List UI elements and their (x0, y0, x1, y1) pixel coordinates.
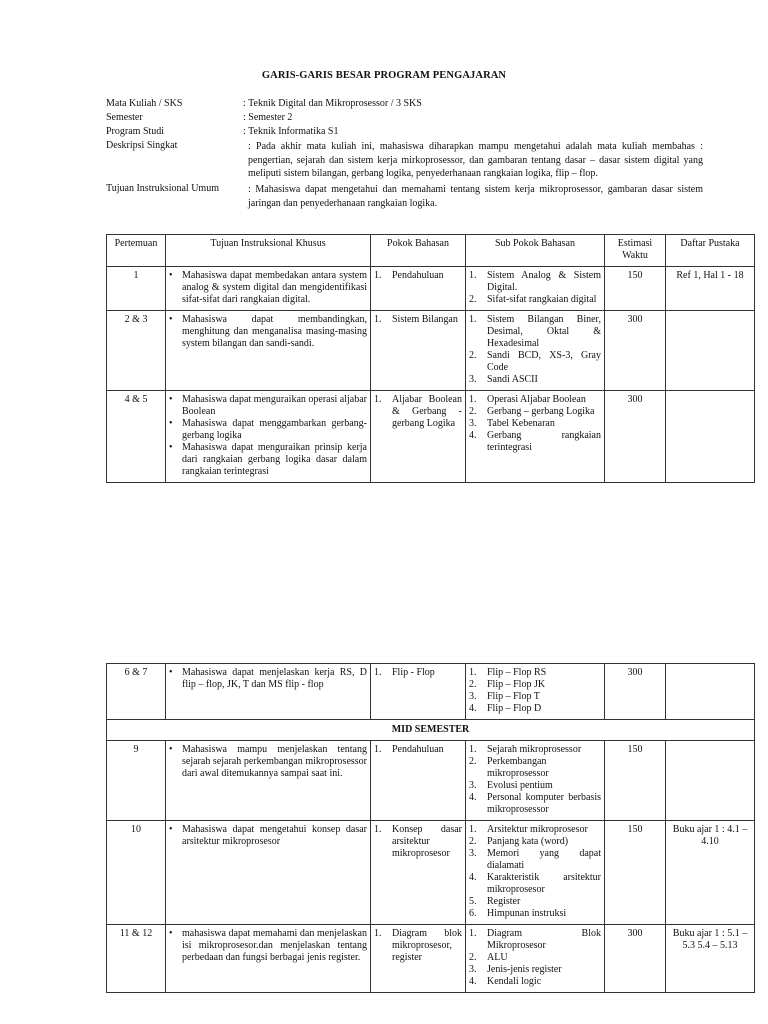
tik-bullet (169, 824, 367, 848)
item-text: Diagram blok mikroprosesor, register (392, 928, 462, 963)
item-number: 1. (374, 928, 382, 939)
tiu-label: Tujuan Instruksional Umum (106, 183, 219, 194)
bullet-icon: • (169, 270, 173, 281)
sub-pokok-bahasan-cell (466, 741, 605, 821)
sub-item (469, 780, 601, 792)
item-number: 1. (374, 314, 382, 325)
daftar-pustaka-cell: Ref 1, Hal 1 - 18 (666, 267, 755, 311)
item-text: Flip - Flop (392, 667, 435, 678)
pokok-item (374, 314, 462, 326)
tik-text: Mahasiswa dapat membandingkan, menghitung dan menganalisa masing-masing system bilangan dan sandi-sandi. (182, 314, 367, 349)
table-row (107, 821, 755, 925)
item-text: Gerbang – gerbang Logika (487, 406, 595, 417)
gbpp-table-1 (106, 234, 755, 483)
item-number: 4. (469, 430, 477, 441)
sub-item (469, 952, 601, 964)
item-text: Arsitektur mikroprosesor (487, 824, 588, 835)
item-text: Flip – Flop JK (487, 679, 546, 690)
estimasi-waktu-cell: 300 (605, 664, 666, 720)
item-text: Operasi Aljabar Boolean (487, 394, 586, 405)
item-number: 1. (469, 667, 477, 678)
table-row (107, 391, 755, 483)
pertemuan-cell: 11 & 12 (107, 925, 166, 993)
item-number: 4. (469, 976, 477, 987)
table-row (107, 741, 755, 821)
tik-cell (166, 391, 371, 483)
pokok-item (374, 928, 462, 964)
tik-text: Mahasiswa dapat membedakan antara system analog & system digital dan mengidentifikasi sifat-sifat dari rangkaian digital. (182, 270, 367, 305)
sub-pokok-bahasan-cell (466, 311, 605, 391)
pokok-bahasan-cell (371, 925, 466, 993)
item-number: 2. (469, 406, 477, 417)
pokok-item (374, 824, 462, 860)
item-text: Karakteristik arsitektur mikroprosesor (487, 872, 601, 895)
header-pokok-bahasan: Pokok Bahasan (371, 235, 466, 267)
bullet-icon: • (169, 928, 173, 939)
item-number: 2. (469, 294, 477, 305)
sub-item (469, 394, 601, 406)
item-text: Memori yang dapat dialamati (487, 848, 601, 871)
sub-pokok-bahasan-cell (466, 925, 605, 993)
tik-text: Mahasiswa dapat menggambarkan gerbang-gerbang logika (182, 418, 367, 441)
item-number: 2. (469, 679, 477, 690)
tik-text: mahasiswa dapat memahami dan menjelaskan isi mikroprosesor.dan menjelaskan tentang perbedaan dan fungsi berbagai jenis register. (182, 928, 367, 963)
item-number: 6. (469, 908, 477, 919)
tik-text: Mahasiswa dapat menguraikan operasi aljabar Boolean (182, 394, 367, 417)
daftar-pustaka-cell (666, 391, 755, 483)
item-number: 3. (469, 964, 477, 975)
sub-item (469, 374, 601, 386)
tiu-value: : Mahasiswa dapat mengetahui dan memahami tentang sistem kerja mikroprosessor, gambaran dasar sistem jaringan dan penyederhanaan rangkaian logika. (248, 184, 703, 209)
page-title: GARIS-GARIS BESAR PROGRAM PENGAJARAN (261, 70, 507, 81)
item-text: Pendahuluan (392, 270, 444, 281)
sub-item (469, 350, 601, 374)
sub-item (469, 872, 601, 896)
matakuliah-label: Mata Kuliah / SKS (106, 98, 183, 109)
bullet-icon: • (169, 314, 173, 325)
item-number: 1. (469, 928, 477, 939)
item-number: 4. (469, 703, 477, 714)
sub-item (469, 270, 601, 294)
item-number: 4. (469, 792, 477, 803)
item-number: 3. (469, 848, 477, 859)
sub-item (469, 406, 601, 418)
sub-item (469, 691, 601, 703)
pokok-bahasan-cell (371, 311, 466, 391)
tik-cell (166, 267, 371, 311)
item-number: 1. (469, 744, 477, 755)
item-text: Sistem Bilangan Biner, Desimal, Oktal & Hexadesimal (487, 314, 601, 349)
estimasi-waktu-cell: 150 (605, 267, 666, 311)
tik-bullet (169, 442, 367, 478)
item-number: 1. (374, 270, 382, 281)
pokok-item (374, 667, 462, 679)
pertemuan-cell: 6 & 7 (107, 664, 166, 720)
estimasi-waktu-cell: 150 (605, 821, 666, 925)
sub-item (469, 964, 601, 976)
deskripsi-value: : Pada akhir mata kuliah ini, mahasiswa diharapkan mampu mengetahui adalah mata kuliah membahas : pengertian, sejarah dan sistem kerja mirkoprosessor, dan gambaran tentang dasar – dasar sistem digital yang meliputi sistem bilangan, gerbang logika, penyederhanaan rangkaian logika, flip – flop. (248, 141, 703, 179)
sub-item (469, 679, 601, 691)
item-text: Personal komputer berbasis mikroprosessor (487, 792, 601, 815)
item-text: Konsep dasar arsitektur mikroprosesor (392, 824, 462, 859)
item-number: 1. (374, 667, 382, 678)
pokok-bahasan-cell (371, 664, 466, 720)
daftar-pustaka-cell (666, 311, 755, 391)
tik-bullet (169, 744, 367, 780)
prodi-label: Program Studi (106, 126, 165, 137)
item-number: 2. (469, 756, 477, 767)
sub-item (469, 756, 601, 780)
sub-pokok-bahasan-cell (466, 821, 605, 925)
item-text: Flip – Flop RS (487, 667, 547, 678)
sub-item (469, 848, 601, 872)
sub-item (469, 908, 601, 920)
item-text: Aljabar Boolean & Gerbang - gerbang Logika (392, 394, 462, 429)
item-number: 5. (469, 896, 477, 907)
sub-item (469, 430, 601, 454)
gbpp-table-2 (106, 663, 755, 993)
daftar-pustaka-cell: Buku ajar 1 : 4.1 – 4.10 (666, 821, 755, 925)
tik-bullet (169, 667, 367, 691)
tik-text: Mahasiswa dapat mengetahui konsep dasar arsitektur mikroprosesor (182, 824, 367, 847)
item-text: ALU (487, 952, 508, 963)
header-pertemuan: Pertemuan (107, 235, 166, 267)
tik-bullet (169, 418, 367, 442)
pokok-item (374, 394, 462, 430)
item-number: 1. (469, 270, 477, 281)
table-row (107, 664, 755, 720)
pokok-item (374, 744, 462, 756)
sub-item (469, 836, 601, 848)
item-number: 3. (469, 418, 477, 429)
tik-cell (166, 311, 371, 391)
item-number: 1. (469, 314, 477, 325)
mid-semester-row (107, 720, 755, 741)
pertemuan-cell: 4 & 5 (107, 391, 166, 483)
item-text: Sistem Bilangan (392, 314, 458, 325)
item-text: Gerbang rangkaian terintegrasi (487, 430, 601, 453)
item-text: Panjang kata (word) (487, 836, 569, 847)
sub-item (469, 792, 601, 816)
sub-item (469, 744, 601, 756)
item-number: 2. (469, 350, 477, 361)
bullet-icon: • (169, 394, 173, 405)
semester-value: : Semester 2 (243, 112, 293, 123)
item-text: Diagram Blok Mikroprosesor (487, 928, 601, 951)
item-text: Himpunan instruksi (487, 908, 567, 919)
item-number: 1. (374, 824, 382, 835)
tik-bullet (169, 314, 367, 350)
item-text: Sejarah mikroprosessor (487, 744, 582, 755)
item-text: Jenis-jenis register (487, 964, 562, 975)
sub-item (469, 314, 601, 350)
item-number: 3. (469, 374, 477, 385)
sub-pokok-bahasan-cell (466, 267, 605, 311)
sub-item (469, 928, 601, 952)
tik-text: Mahasiswa mampu menjelaskan tentang sejarah sejarah perkembangan mikroprosessor dari awal ditemukannya sampai saat ini. (182, 744, 367, 779)
item-text: Sifat-sifat rangkaian digital (487, 294, 597, 305)
item-number: 1. (374, 394, 382, 405)
estimasi-waktu-cell: 150 (605, 741, 666, 821)
sub-item (469, 667, 601, 679)
daftar-pustaka-cell: Buku ajar 1 : 5.1 – 5.3 5.4 – 5.13 (666, 925, 755, 993)
sub-item (469, 976, 601, 988)
deskripsi-label: Deskripsi Singkat (106, 140, 178, 151)
item-number: 1. (374, 744, 382, 755)
tik-cell (166, 664, 371, 720)
table-row (107, 267, 755, 311)
tik-text: Mahasiswa dapat menguraikan prinsip kerja dari rangkaian gerbang logika dasar dalam rangkaian terintegrasi (182, 442, 367, 477)
bullet-icon: • (169, 824, 173, 835)
estimasi-waktu-cell: 300 (605, 925, 666, 993)
item-text: Evolusi pentium (487, 780, 553, 791)
header-sub-pokok-bahasan: Sub Pokok Bahasan (466, 235, 605, 267)
header-estimasi-waktu: Estimasi Waktu (605, 235, 666, 267)
pertemuan-cell: 1 (107, 267, 166, 311)
item-text: Pendahuluan (392, 744, 444, 755)
sub-item (469, 294, 601, 306)
tik-bullet (169, 394, 367, 418)
item-text: Tabel Kebenaran (487, 418, 555, 429)
item-number: 2. (469, 952, 477, 963)
tik-text: Mahasiswa dapat menjelaskan kerja RS, D flip – flop, JK, T dan MS flip - flop (182, 667, 367, 690)
table-row (107, 311, 755, 391)
sub-item (469, 896, 601, 908)
pokok-bahasan-cell (371, 391, 466, 483)
estimasi-waktu-cell: 300 (605, 391, 666, 483)
tik-cell (166, 741, 371, 821)
item-text: Perkembangan mikroprosessor (487, 756, 549, 779)
header-daftar-pustaka: Daftar Pustaka (666, 235, 755, 267)
bullet-icon: • (169, 418, 173, 429)
item-number: 4. (469, 872, 477, 883)
item-number: 2. (469, 836, 477, 847)
pokok-item (374, 270, 462, 282)
tik-bullet (169, 928, 367, 964)
pertemuan-cell: 10 (107, 821, 166, 925)
tik-bullet (169, 270, 367, 306)
estimasi-waktu-cell: 300 (605, 311, 666, 391)
pokok-bahasan-cell (371, 741, 466, 821)
tik-cell (166, 925, 371, 993)
sub-item (469, 703, 601, 715)
item-number: 1. (469, 394, 477, 405)
pertemuan-cell: 2 & 3 (107, 311, 166, 391)
pokok-bahasan-cell (371, 267, 466, 311)
bullet-icon: • (169, 744, 173, 755)
matakuliah-value: : Teknik Digital dan Mikroprosessor / 3 SKS (243, 98, 422, 109)
sub-item (469, 418, 601, 430)
daftar-pustaka-cell (666, 664, 755, 720)
daftar-pustaka-cell (666, 741, 755, 821)
prodi-value: : Teknik Informatika S1 (243, 126, 339, 137)
sub-item (469, 824, 601, 836)
sub-pokok-bahasan-cell (466, 664, 605, 720)
item-text: Sandi BCD, XS-3, Gray Code (487, 350, 601, 373)
table-row (107, 925, 755, 993)
item-text: Flip – Flop D (487, 703, 542, 714)
item-text: Flip – Flop T (487, 691, 540, 702)
item-text: Sistem Analog & Sistem Digital. (487, 270, 601, 293)
pokok-bahasan-cell (371, 821, 466, 925)
item-number: 3. (469, 691, 477, 702)
bullet-icon: • (169, 442, 173, 453)
semester-label: Semester (106, 112, 143, 123)
header-tik: Tujuan Instruksional Khusus (166, 235, 371, 267)
pertemuan-cell: 9 (107, 741, 166, 821)
tik-cell (166, 821, 371, 925)
bullet-icon: • (169, 667, 173, 678)
item-text: Register (487, 896, 521, 907)
mid-semester-label: MID SEMESTER (107, 720, 755, 741)
item-number: 1. (469, 824, 477, 835)
item-text: Kendali logic (487, 976, 542, 987)
sub-pokok-bahasan-cell (466, 391, 605, 483)
item-text: Sandi ASCII (487, 374, 538, 385)
item-number: 3. (469, 780, 477, 791)
